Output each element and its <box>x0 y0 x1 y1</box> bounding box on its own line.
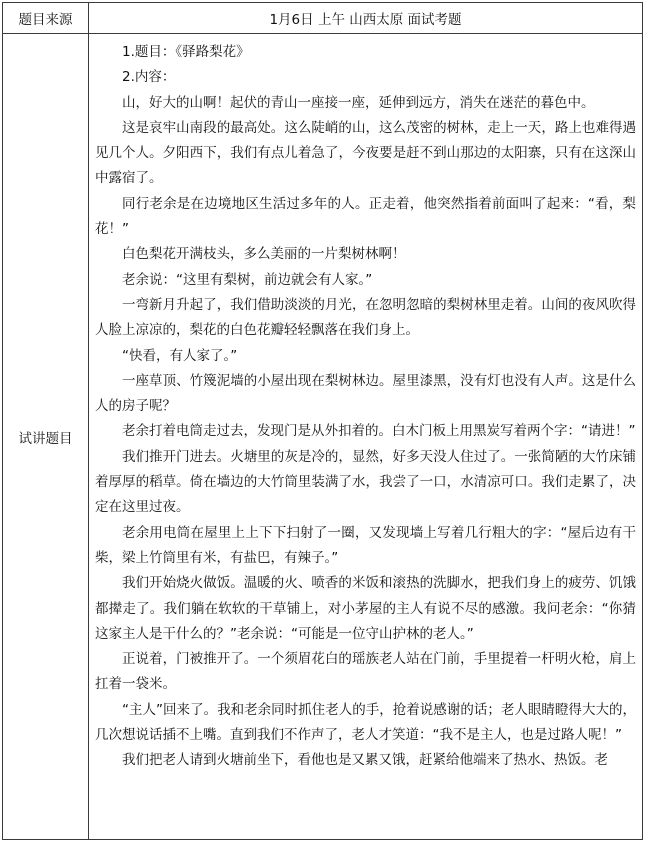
header-row <box>3 3 643 34</box>
paragraph: 老余说：“这里有梨树，前边就会有人家。” <box>122 271 373 288</box>
content-label: 2.内容： <box>122 69 176 86</box>
topic-title-line: 1.题目：《驿路梨花》 <box>122 44 250 60</box>
paragraph: 这是哀牢山南段的最高处。这么陡峭的山，这么茂密的树林，走上一天，路上也难得遇见几个人。夕阳西下，我们有点儿着急了，今夜要是赶不到山那边的太阳寨，只有在这深山中露宿了。 <box>95 119 636 187</box>
content-row <box>3 34 643 840</box>
paragraph: “主人”回来了。我和老余同时抓住老人的手，抢着说感谢的话；老人眼睛瞪得大大的，几次想说话插不上嘴。直到我们不作声了，老人才笑道：“我不是主人，也是过路人呢！” <box>95 701 636 744</box>
source-value: 1月6日 上午 山西太原 面试考题 <box>89 3 643 34</box>
lecture-topic-label: 试讲题目 <box>3 34 89 840</box>
lecture-content <box>89 34 642 774</box>
paragraph: 老余用电筒在屋里上上下下扫射了一圈，又发现墙上写着几行粗大的字：“屋后边有干柴，梁上竹筒里有米，有盐巴，有辣子。” <box>95 524 636 566</box>
lecture-content-cell <box>89 34 643 840</box>
paragraph: 一弯新月升起了，我们借助淡淡的月光，在忽明忽暗的梨树林里走着。山间的夜风吹得人脸上凉凉的，梨花的白色花瓣轻轻飘落在我们身上。 <box>95 296 636 339</box>
question-table <box>2 2 643 840</box>
paragraph: 白色梨花开满枝头，多么美丽的一片梨树林啊！ <box>122 246 406 263</box>
paragraph: 同行老余是在边境地区生活过多年的人。正走着，他突然指着前面叫了起来：“看，梨花！” <box>95 195 636 238</box>
paragraph: 山，好大的山啊！起伏的青山一座接一座，延伸到远方，消失在迷茫的暮色中。 <box>122 94 595 111</box>
paragraph: “快看，有人家了。” <box>122 347 238 364</box>
paragraph: 一座草顶、竹篾泥墙的小屋出现在梨树林边。屋里漆黑，没有灯也没有人声。这是什么人的房子呢？ <box>95 372 636 415</box>
paragraph: 我们开始烧火做饭。温暖的火、喷香的米饭和滚热的洗脚水，把我们身上的疲劳、饥饿都撵走了。我们躺在软软的干草铺上，对小茅屋的主人有说不尽的感激。我问老余：“你猜这家主人是干什么的？”老余说：“可能是一位守山护林的老人。” <box>95 575 636 642</box>
source-label: 题目来源 <box>3 3 89 34</box>
paragraph: 我们把老人请到火塘前坐下，看他也是又累又饿，赶紧给他端来了热水、热饭。老 <box>122 752 608 769</box>
paragraph: 我们推开门进去。火塘里的灰是冷的，显然，好多天没人住过了。一张简陋的大竹床铺着厚厚的稻草。倚在墙边的大竹筒里装满了水，我尝了一口，水清凉可口。我们走累了，决定在这里过夜。 <box>95 448 636 516</box>
paragraph: 老余打着电筒走过去，发现门是从外扣着的。白木门板上用黑炭写着两个字：“请进！” <box>122 423 636 440</box>
paragraph: 正说着，门被推开了。一个须眉花白的瑶族老人站在门前，手里提着一杆明火枪，肩上扛着一袋米。 <box>95 651 636 693</box>
